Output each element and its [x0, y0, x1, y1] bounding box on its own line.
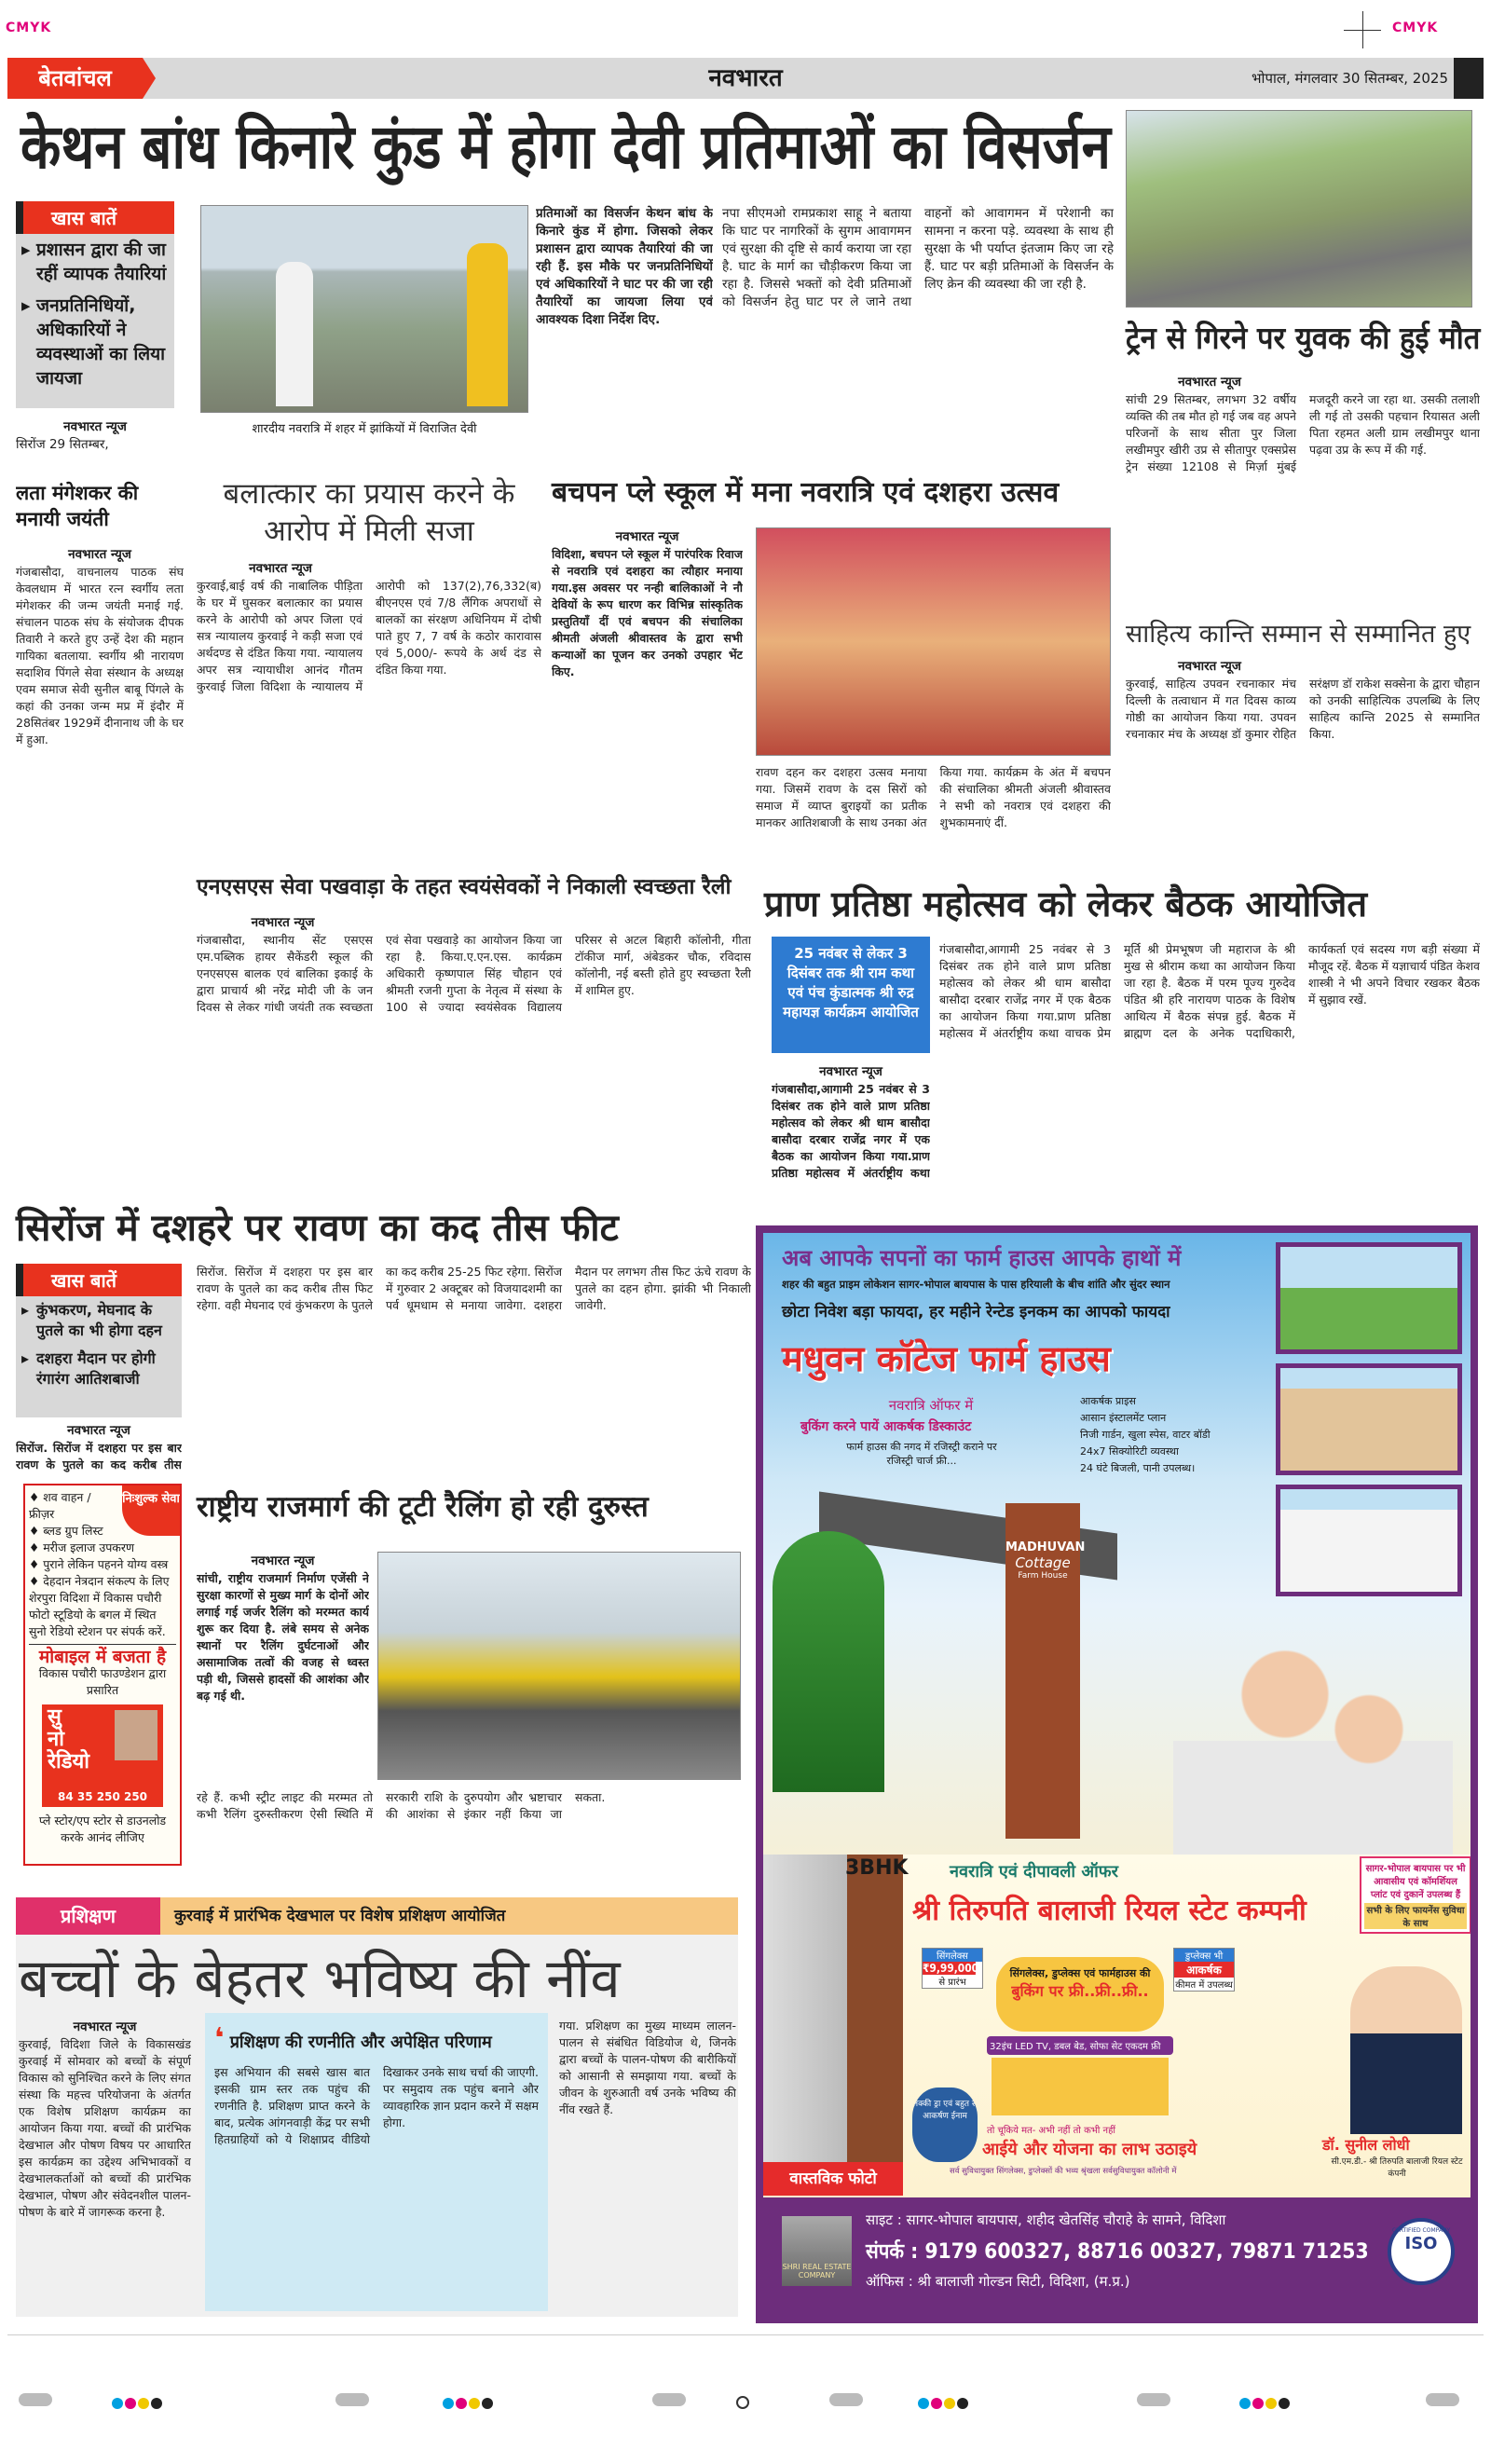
ravan-body: सिरोंज. सिरोंज में दशहरा पर इस बार रावण के पुतले का कद करीब तीस फिट रहेगा. वही मेघनाद एवं कुंभकरण के पुतले का कद करीब 25-25 फिट रहेगा. सिरोंज में गुरुवार 2 अक्टूबर को विजयादशमी का पर्व धूमधाम से मनाया जावेगा. दशहरा मैदान पर लगभग तीस फिट ऊंचे रावण के पुतले का दहन होगा. झांकी भी निकाली जावेगी.	[197, 1265, 751, 1312]
lucky-draw-badge: लक्की ड्रा एवं बहुत से आकर्षण ईनाम	[912, 2088, 978, 2162]
lead-intro: प्रतिमाओं का विसर्जन केथन बांध के किनारे कुंड में होगा. जिसको लेकर प्रशासन द्वारा व्यापक तैयारियां की जा रही हैं. इस मौके पर जनप्रतिनिधियों एवं अधिकारियों ने घाट पर की जा रही तैयारियों का जायजा लिया एवं आवश्यक दिशा निर्देश दिए.	[536, 206, 713, 327]
ad-office-address: ऑफिस : श्री बालाजी गोल्डन सिटी, विदिशा, (म.प्र.)	[866, 2273, 1130, 2290]
registration-mark	[19, 2393, 52, 2406]
playschool-body-2: रावण दहन कर दशहरा उत्सव मनाया गया. जिसमें रावण के दस सिरों को समाज में व्याप्त बुराइयों का प्रतीक मानकर आतिशबाजी के साथ उनका अंत किया गया. कार्यक्रम के अंत में बचपन की संचालिका श्रीमती अंजली श्रीवास्तव ने सभी को नवरात्र एवं दशहरा की शुभकामनाएं दीं.	[756, 765, 1111, 829]
booking-line: सिंगलेक्स, डुप्लेक्स एवं फार्महाउस की	[1009, 1967, 1151, 1979]
sign-line: Cottage	[1015, 1554, 1071, 1571]
service-item: ♦ शव वाहन / फ्रीज़र	[29, 1490, 91, 1521]
key-point: ▸ कुंभकरण, मेघनाद के पुतले का भी होगा दहन	[16, 1296, 182, 1345]
key-point: ▸ प्रशासन द्वारा की जा रहीं व्यापक तैयारियां	[16, 234, 174, 290]
ravan-intro: सिरोंज. सिरोंज में दशहरा पर इस बार रावण के पुतले का कद करीब तीस	[16, 1441, 182, 1472]
free-service-badge: निःशुल्क सेवा	[122, 1485, 180, 1536]
bhk-label: 3BHK	[845, 1856, 909, 1880]
freebies-photos	[992, 2058, 1169, 2115]
ad-contact-numbers: संपर्क : 9179 600327, 88716 00327, 79871 71253	[866, 2240, 1369, 2264]
lead-key-points	[16, 201, 174, 408]
training-byline: नवभारत न्यूज	[73, 2019, 137, 2034]
lead-headline: केथन बांध किनारे कुंड में होगा देवी प्रतिमाओं का विसर्जन	[21, 111, 1111, 183]
masthead: नवभारत	[708, 64, 783, 92]
train-accident-photo	[1126, 110, 1472, 308]
company-name: श्री तिरुपति बालाजी रियल स्टेट कम्पनी	[912, 1895, 1306, 1927]
ad-offer: नवरात्रि ऑफर में	[888, 1397, 974, 1414]
page-bottom-rule	[7, 2334, 1484, 2335]
service-item: ♦ मरीज इलाज उपकरण	[29, 1540, 135, 1554]
service-item: ♦ देहदान नेत्रदान संकल्प के लिए शेरपुरा विदिशा में विकास पचौरी फोटो स्टूडियो के बगल में स्थित सुनो रेडियो स्टेशन पर संपर्क करें.	[29, 1574, 170, 1638]
court-headline: बलात्कार का प्रयास करने के आरोप में मिली सजा	[223, 477, 515, 548]
training-body-2: गया. प्रशिक्षण का मुख्य माध्यम लालन-पालन से संबंधित विडियोज थे, जिनके द्वारा बच्चों के पालन-पोषण की बारीकियों को आसानी से समझाया गया. बच्चों के जीवन के शुरुआती वर्ष उनके भविष्य की नींव रखते हैं.	[559, 2019, 736, 2116]
logo-part: रेडियो	[48, 1750, 89, 1773]
highway-headline: राष्ट्रीय राजमार्ग की टूटी रैलिंग हो रही दुरुस्त	[197, 1490, 649, 1524]
pran-byline: नवभारत न्यूज	[819, 1064, 882, 1079]
ravan-byline: नवभारत न्यूज	[67, 1423, 130, 1438]
cmyk-mark-right: CMYK	[1392, 21, 1439, 35]
training-strapline: कुरवाई में प्रारंभिक देखभाल पर विशेष प्रशिक्षण आयोजित	[174, 1907, 506, 1925]
person-figure	[467, 243, 508, 406]
training-box-body: इस अभियान की सबसे खास बात इसकी ग्राम स्तर तक पहुंच की रणनीति है. प्रशिक्षण प्राप्त करने के बाद, प्रत्येक आंगनवाड़ी केंद्र पर सभी हितग्राहियों को ये शिक्षाप्रद वीडियो दिखाकर उनके साथ चर्चा की जाएगी. पर समुदाय तक पहुंच बनाने और व्यावहारिक ज्ञान प्रदान करने में सक्षम होगा.	[214, 2065, 539, 2146]
registration-mark	[652, 2393, 686, 2406]
lata-byline: नवभारत न्यूज	[68, 547, 131, 562]
highway-railing-photo	[377, 1552, 741, 1780]
playschool-body: विदिशा, बचपन प्ले स्कूल में पारंपरिक रिवाज से नवरात्रि एवं दशहरा का त्यौहार मनाया गया.इस अवसर पर नन्ही बालिकाओं ने नौ देवियों के रूप धारण कर विभिन्न सांस्कृतिक प्रस्तुतियाँ दीं एवं बचपन की संचालिका श्रीमती अंजली श्रीवास्तव के द्वारा सभी कन्याओं का पूजन कर उनको उपहार भेंट किए.	[552, 547, 743, 678]
service-text: पुराने लेकिन पहनने योग्य वस्त्र	[43, 1557, 169, 1571]
farmhouse-photo	[1276, 1242, 1462, 1354]
madhuvan-sign	[1005, 1503, 1086, 1839]
sahitya-byline: नवभारत न्यूज	[1178, 659, 1241, 674]
ad-features	[1080, 1393, 1266, 1477]
lead-body: नपा सीएमओ रामप्रकाश साहू ने बताया कि घाट पर नागरिकों के सुगम आवागमन एवं सुरक्षा की दृष्टि से कार्य कराया जा रहा है. घाट के मार्ग का चौड़ीकरण किया जा रहा है. जिससे भक्तों को देवी प्रतिमाओं को विसर्जन हेतु घाट पर ले जाने तथा वाहनों को आवागमन में परेशानी का सामना न करना पड़े. व्यवस्था के साथ ही सुरक्षा के भी पर्याप्त इंतजाम किए जा रहे हैं. घाट पर बड़ी प्रतिमाओं के विसर्जन के लिए क्रेन की व्यवस्था की जा रही है.	[722, 206, 1114, 309]
playschool-headline: बचपन प्ले स्कूल में मना नवरात्रि एवं दशहरा उत्सव	[552, 476, 1060, 509]
registration-mark	[1137, 2393, 1170, 2406]
crop-mark	[1344, 30, 1381, 31]
plots-text: सागर-भोपाल बायपास पर भी आवासीय एवं कॉमर्शियल प्लांट एवं दुकानें उपलब्ध हैं	[1365, 1864, 1466, 1900]
ad-location: शहर की बहुत प्राइम लोकेशन सागर-भोपाल बायपास के पास हरियाली के बीच शांति और सुंदर स्थान	[782, 1278, 1170, 1291]
edition-date: भोपाल, मंगलवार 30 सितम्बर, 2025	[1252, 70, 1448, 87]
ad-urge: तो चूकिये मत- अभी नहीं तो कभी नहीं	[987, 2126, 1115, 2136]
ravan-headline: सिरोंज में दशहरे पर रावण का कद तीस फीट	[16, 1207, 619, 1250]
radio-logo	[42, 1704, 163, 1807]
pran-headline: प्राण प्रतिष्ठा महोत्सव को लेकर बैठक आयोजित	[764, 883, 1367, 924]
price-note: से प्रारंभ	[938, 1978, 966, 1988]
lata-headline: लता मंगेशकर की मनायी जयंती	[16, 482, 139, 530]
lead-dateline: सिरोंज 29 सितम्बर,	[16, 437, 109, 452]
freebies-banner: 32इंच LED TV, डबल बेड, सोफा सेट एकदम फ्री	[987, 2036, 1173, 2055]
service-item: ♦ ब्लड ग्रुप लिस्ट	[29, 1524, 103, 1538]
ad-cta: आईये और योजना का लाभ उठाइये	[982, 2140, 1197, 2159]
palm-trees	[773, 1531, 884, 1792]
training-headline: बच्चों के बेहतर भविष्य की नींव	[19, 1947, 621, 2010]
sign-line: MADHUVAN	[1005, 1540, 1086, 1554]
cmd-name: डॉ. सुनील लोधी	[1322, 2136, 1410, 2154]
training-box	[205, 2013, 548, 2311]
nss-byline: नवभारत न्यूज	[251, 915, 315, 930]
training-tag: प्रशिक्षण	[16, 1897, 160, 1935]
iso-label: ISO	[1404, 2234, 1438, 2253]
nss-headline: एनएसएस सेवा पखवाड़ा के तहत स्वयंसेवकों ने निकाली स्वच्छता रैली	[197, 875, 732, 899]
lead-photo	[200, 205, 528, 413]
service-text: ब्लड ग्रुप लिस्ट	[43, 1524, 103, 1538]
simplex-price-box	[922, 1948, 983, 1989]
playschool-photo	[756, 527, 1111, 756]
pran-intro: गंजबासौदा,आगामी 25 नवंबर से 3 दिसंबर तक होने वाले प्राण प्रतिष्ठा महोत्सव को लेकर श्री धाम बासौदा बासौदा दरबार राजेंद्र नगर में एक बैठक का आयोजन किया गया.प्राण प्रतिष्ठा महोत्सव में अंतर्राष्ट्रीय कथा	[772, 1082, 930, 1180]
training-box-title: प्रशिक्षण की रणनीति और अपेक्षित परिणाम	[229, 2033, 492, 2052]
registration-mark	[335, 2393, 369, 2406]
madhuvan-farmhouse-ad	[756, 1225, 1478, 1855]
lead-caption: शारदीय नवरात्रि में शहर में झांकियों में विराजित देवी	[252, 422, 477, 436]
logo-part: सु	[48, 1705, 62, 1729]
lata-body: गंजबासौदा, वाचनालय पाठक संघ केवलधाम में भारत रत्न स्वर्गीय लता मंगेशकर की जन्म जयंती मनाई गई. संचालन पाठक संघ के संयोजक दीपक तिवारी ने करते हुए उन्हें देश की महान गायिका बतलाया. स्वर्गीय श्री नारायण सदाशिव पिंगले सेवा संस्थान के अध्यक्ष एवम समाज सेवी सुनील बाबू पिंगले के कहां की उनका जन्म मप्र में इंदौर में 28सितंबर 1929में दीनानाथ जी के घर में हुआ.	[16, 565, 184, 746]
page-header	[7, 58, 1484, 99]
color-dots	[112, 2395, 164, 2413]
nss-body: गंजबासौदा, स्थानीय सेंट एसएस एम.पब्लिक हायर सैकेंडरी स्कूल की एनएसएस बालक एवं बालिका इकाई के द्वारा प्राचार्य श्री नरेंद्र मोदी जी के जन दिवस से लेकर गांधी जयंती तक स्वच्छता एवं सेवा पखवाड़े का आयोजन किया जा रहा है. किया.ए.एन.एस. कार्यक्रम अधिकारी कृष्णपाल सिंह चौहान एवं श्रीमती रजनी गुप्ता के नेतृत्व में संस्था के 100 से ज्यादा स्वयंसेवक विद्यालय परिसर से अटल बिहारी कॉलोनी, गीता टॉकीज मार्ग, अंबेडकर चौक, रविदास कॉलोनी, नई बस्ती होते हुए स्वच्छता रैली में शामिल हुए.	[197, 933, 751, 1014]
suno-radio-ad	[23, 1484, 182, 1866]
quote-icon: ❛	[214, 2022, 225, 2055]
service-item: ♦ पुराने लेकिन पहनने योग्य वस्त्र	[29, 1557, 169, 1571]
highway-intro: सांची, राष्ट्रीय राजमार्ग निर्माण एजेंसी ने सुरक्षा कारणों से मुख्य मार्ग के दोनों ओर लगाई गई जर्जर रैलिंग को मरम्मत कार्य शुरू कर दिया है. लंबे समय से अनेक स्थानों पर रैलिंग दुर्घटनाओं और असामाजिक तत्वों की वजह से ध्वस्त पड़ी थी, जिससे हादसों की आशंका और बढ़ गई थी.	[197, 1571, 369, 1703]
key-point: ▸ जनप्रतिनिधियों, अधिकारियों ने व्यवस्थाओं का लिया जायजा	[16, 290, 174, 394]
radio-foundation: विकास पचौरी फाउण्डेशन द्वारा प्रसारित	[38, 1666, 167, 1697]
key-point: ▸ दशहरा मैदान पर होगी रंगारंग आतिशबाजी	[16, 1345, 182, 1393]
company-logo: SHRI REAL ESTATE COMPANY	[782, 2216, 852, 2286]
key-points-title: खास बातें	[16, 201, 174, 234]
ravan-key-points	[16, 1264, 182, 1417]
train-byline: नवभारत न्यूज	[1178, 375, 1241, 390]
radio-phone: 84 35 250 250	[57, 1790, 148, 1803]
section-label: बेतवांचल	[7, 58, 143, 99]
logo-part: नो	[48, 1728, 64, 1751]
train-headline: ट्रेन से गिरने पर युवक की हुई मौत	[1126, 320, 1481, 356]
festive-offer: नवरात्रि एवं दीपावली ऑफर	[950, 1862, 1119, 1882]
court-body: कुरवाई,बाई वर्ष की नाबालिक पीड़िता के घर में घुसकर बलात्कार का प्रयास करने के आरोपी को अपर जिला एवं सत्र न्यायालय कुरवाई ने कड़ी सजा एवं अर्थदण्ड से दंडित किया गया. न्यायालय अपर सत्र न्यायाधीश आनंद गौतम कुरवाई जिला विदिशा के न्यायालय में आरोपी को 137(2),76,332(ब) बीएनएस एवं 7/8 लैंगिक अपराधों से बालकों का संरक्षण अधिनियम में दोषी पाते हुए 7, 7 वर्ष के कठोर कारावास एवं 5,000/- रूपये के अर्थ दंड से दंडित किया गया.	[197, 579, 541, 693]
radio-tagline: मोबाइल में बजता है	[29, 1644, 176, 1665]
duplex-label: डुप्लेक्स भी	[1174, 1949, 1234, 1962]
highway-body: रहे हैं. कभी स्ट्रीट लाइट की मरम्मत तो कभी रैलिंग दुरुस्तीकरण ऐसी स्थिति में सरकारी राशि के दुरुपयोग और भ्रष्टाचार की आशंका से इंकार नहीं किया जा सकता.	[197, 1790, 606, 1821]
tirupati-balaji-ad	[756, 1855, 1478, 2323]
color-dots	[1239, 2395, 1292, 2413]
radio-logo-text	[48, 1706, 89, 1773]
founder-photo	[115, 1710, 157, 1760]
simplex-price: ₹9,99,000/	[923, 1962, 982, 1975]
crosshair-mark	[736, 2396, 749, 2409]
iso-ring-text: CERTIFIED COMPANY	[1391, 2227, 1451, 2234]
training-strap	[16, 1897, 738, 1935]
duplex-note: कीमत में उपलब्ध	[1175, 1980, 1233, 1991]
booking-cloud	[996, 1957, 1164, 2032]
feature: 24x7 सिक्योरिटी व्यवस्था	[1080, 1445, 1179, 1458]
ad-tagline: छोटा निवेश बड़ा फायदा, हर महीने रेन्टेड इनकम का आपको फायदा	[782, 1303, 1170, 1321]
sahitya-headline: साहित्य कान्ति सम्मान से सम्मानित हुए	[1126, 620, 1471, 649]
plots-available	[1360, 1856, 1471, 1934]
ad-offer-discount: बुकिंग करने पायें आकर्षक डिस्काउंट	[800, 1419, 972, 1434]
duplex-value: आकर्षक	[1174, 1962, 1234, 1978]
ad-top-line: अब आपके सपनों का फार्म हाउस आपके हाथों में	[782, 1245, 1182, 1271]
simplex-label: सिंगलेक्स	[923, 1949, 982, 1962]
header-end-block	[1454, 58, 1484, 99]
train-body: सांची 29 सितम्बर, लगभग 32 वर्षीय व्यक्ति की तब मौत हो गई जब वह अपने परिजनों के साथ सीता पुर जिला लखीमपुर खीरी उप्र से सीतापुर एक्सप्रेस ट्रेन संख्या 12108 से मिर्ज़ा मुंबई मजदूरी करने जा रहा था. उसकी तलाशी ली गई तो उसकी पहचान रियासत अली पिता रहमत अली ग्राम लखीमपुर थाना पढ़वा उप्र के रूप में की गई.	[1126, 392, 1480, 473]
feature: आसान इंस्टालमेंट प्लान	[1080, 1412, 1167, 1424]
ad-site-address: साइट : सागर-भोपाल बायपास, शहीद खेतसिंह चौराहे के सामने, विदिशा	[866, 2211, 1226, 2228]
real-photo-label: वास्तविक फोटो	[763, 2162, 903, 2196]
color-dots	[443, 2395, 495, 2413]
color-dots	[918, 2395, 970, 2413]
training-box-heading	[214, 2022, 539, 2055]
ad-title: मधुवन कॉटेज फार्म हाउस	[782, 1338, 1111, 1379]
registration-strip	[0, 2393, 1491, 2412]
cmyk-mark-left: CMYK	[6, 21, 52, 35]
farmhouse-photo	[1276, 1485, 1462, 1596]
feature: 24 घंटे बिजली, पानी उपलब्ध।	[1080, 1462, 1196, 1474]
registration-mark	[1426, 2393, 1459, 2406]
person-figure	[276, 262, 313, 406]
key-points-title: खास बातें	[16, 1264, 182, 1296]
finance-text: सभी के लिए फायनेंस सुविधा के साथ	[1364, 1903, 1467, 1929]
court-byline: नवभारत न्यूज	[249, 561, 312, 576]
radio-download: प्ले स्टोर/एप स्टोर से डाउनलोड करके आनंद लीजिए	[38, 1814, 167, 1844]
iso-badge	[1388, 2218, 1455, 2285]
highway-byline: नवभारत न्यूज	[251, 1554, 315, 1568]
playschool-byline: नवभारत न्यूज	[615, 529, 679, 544]
service-text: शव वाहन / फ्रीज़र	[29, 1490, 91, 1521]
ad-cta-sub: सर्व सुविधायुक्त सिंगलेक्स, डुप्लेक्सों की भव्य श्रृंखला सर्वसुविधायुक्त कॉलोनी में	[950, 2167, 1177, 2176]
pran-body: गंजबासौदा,आगामी 25 नवंबर से 3 दिसंबर तक होने वाले प्राण प्रतिष्ठा महोत्सव को लेकर श्री धाम बासौदा बासौदा दरबार राजेंद्र नगर में एक बैठक का आयोजन किया गया.प्राण प्रतिष्ठा महोत्सव में अंतर्राष्ट्रीय कथा वाचक प्रेम मूर्ति श्री प्रेमभूषण जी महाराज के श्री मुख से श्रीराम कथा का आयोजन किया जा रहा है. बैठक में परम पूज्य गुरुदेव पंडित श्री हरि नारायण पाठक के विशेष आथित्य में बैठक संपन्न हुई. बैठक में ब्राह्मण दल के अनेक पदाधिकारी, कार्यकर्ता एवं सदस्य गण बड़ी संख्या में मौजूद रहें. बैठक में यज्ञाचार्य पंडित केशव शास्त्री ने भी अपने विचार रखकर बैठक में सुझाव रखें.	[939, 942, 1480, 1040]
farmhouse-photo	[1276, 1363, 1462, 1475]
cmd-title: सी.एम.डी.- श्री तिरुपति बालाजी रियल स्टेट कंपनी	[1331, 2157, 1463, 2179]
service-text: देहदान नेत्रदान संकल्प के लिए शेरपुरा विदिशा में विकास पचौरी फोटो स्टूडियो के बगल में स्थित सुनो रेडियो स्टेशन पर संपर्क करें.	[29, 1574, 170, 1638]
family-photo	[1173, 1624, 1453, 1855]
feature: आकर्षक प्राइस	[1080, 1395, 1136, 1407]
ad-offer-registry: फार्म हाउस की नगद में रजिस्ट्री कराने पर रजिस्ट्री चार्ज फ्री...	[846, 1441, 997, 1467]
house-photo	[763, 1855, 903, 2181]
sign-line: Farm House	[1018, 1571, 1068, 1581]
sahitya-body: कुरवाई, साहित्य उपवन रचनाकार मंच दिल्ली के तत्वाधान में गत दिवस काव्य गोष्ठी का आयोजन किया गया. उपवन रचनाकार मंच के अध्यक्ष डॉ कुमार रोहित सरंक्षण डॉ राकेश सक्सेना के द्वारा चौहान को उनकी साहित्यिक उपलब्धि के लिए साहित्य कान्ति 2025 से सम्मानित किया.	[1126, 677, 1480, 741]
ad-contact-footer	[763, 2197, 1470, 2323]
training-body: कुरवाई, विदिशा जिले के विकासखंड कुरवाई में सोमवार को बच्चों के संपूर्ण विकास को सुनिश्चित करने के लिए संगत संस्था कि महत्त्व परियोजना के अंतर्गत एक विशेष प्रशिक्षण कार्यक्रम का आयोजन किया गया. बच्चों की प्रारंभिक देखभाल और पोषण विषय पर आधारित इस कार्यक्रम का उद्देश्य अभिभावकों व देखभालकर्ताओं को बच्चों की प्रारंभिक देखभाल, पोषण और संवेदनशील पालन-पोषण के बारे में जागरूक करना है.	[19, 2037, 191, 2219]
cmd-photo	[1350, 1966, 1462, 2134]
service-text: मरीज इलाज उपकरण	[43, 1540, 135, 1554]
pran-highlight-box: 25 नवंबर से लेकर 3 दिसंबर तक श्री राम कथा एवं पंच कुंडात्मक श्री रुद्र महायज्ञ कार्यक्रम आयोजित	[772, 937, 930, 1053]
booking-free: बुकिंग पर फ्री..फ्री..फ्री..	[1011, 1982, 1149, 2000]
lead-byline: नवभारत न्यूज	[63, 419, 127, 434]
duplex-price-box	[1173, 1948, 1235, 1992]
registration-mark	[829, 2393, 863, 2406]
feature: निजी गार्डन, खुला स्पेस, वाटर बॉडी	[1080, 1429, 1211, 1441]
